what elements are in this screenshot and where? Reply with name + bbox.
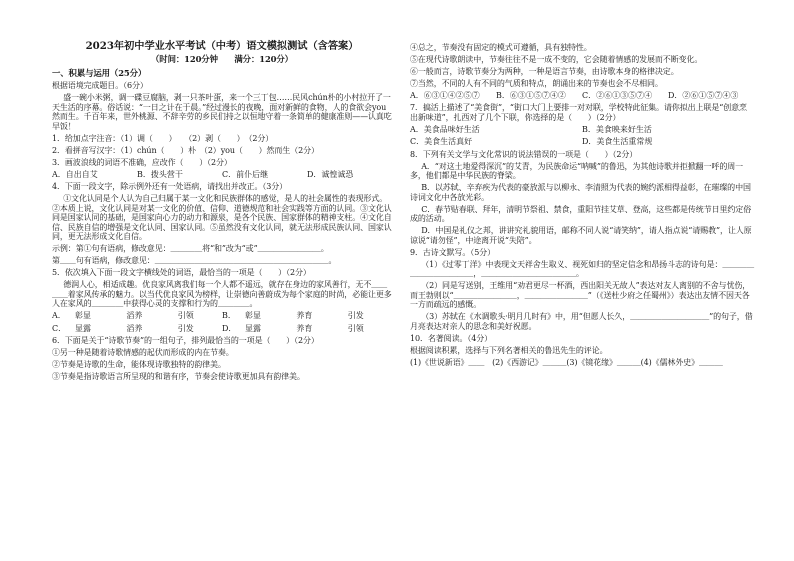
text-line: A．“对这土地爱得深沉”的艾青，为民族命运“呐喊”的鲁迅，为其他诗歌并拒掀翻一呼的周一多，他们都是中华民族的脊梁。	[410, 161, 744, 180]
option-word: 彰显	[75, 311, 92, 320]
text-line: （1）《过零丁洋》中表现文天祥舍生取义、视死如归的坚定信念和昂扬斗志的诗句是：＿＿＿＿＿＿＿＿＿＿＿＿，＿＿＿＿＿＿＿＿＿＿＿＿。	[410, 259, 754, 278]
right-column	[410, 40, 754, 367]
text-line: 5．依次填入下面一段文字横线处的词语，最恰当的一项是（ ）（2分）	[52, 268, 311, 277]
text-line: 10．名著阅读。（4分）	[410, 333, 493, 343]
option-item: B．美食映来好生活	[582, 124, 652, 134]
text-line: ①文化认同是个人认为自己归属于某一文化和民族群体的感觉，是人的社会属性的表现形式。②本质上说，文化认同是对某一文化的价值、信仰、道德规范和社会实践等方面的认同。③文化认同是国家认同的基础，是国家向心力的动力和源泉，是各个民族、国家群体的精神支柱。④文化自信、民族自信的增强是文化认同、国家认同。⑤虽然没有文化认同，就无法形成民族认同、国家认同，更无法形成文化自信。	[52, 194, 392, 241]
option-word: 滔养	[126, 311, 143, 320]
text-line: （3）苏轼在《水调歌头·明月几时有》中，用“但愿人长久，＿＿＿＿＿＿＿＿＿＿”的句子，借月亮表达对亲人的思念和美好祝愿。	[410, 312, 753, 331]
text-line: 盛一碗小米粥，调一碟豆腐脑，剥一只茶叶蛋，来一个三丁包……民风chún朴的小村拉开了一天生活的序幕。俗话说：“一日之计在于晨。”经过漫长的夜晚，面对新鲜的食物，人的食欲会you然而生。千百年来，世外桃源、不辞辛劳的乡民们持之以恒地守着一条简单的健康准则——认真吃早饭！	[52, 93, 392, 131]
text-line: (1)《世说新语》＿＿ (2)《西游记》＿＿＿(3)《镜花缘》＿＿＿(4)《儒林外史》＿＿＿	[410, 357, 723, 367]
text-line: ⑥一般而言，诗歌节奏分为两种，一种是语言节奏，由诗歌本身的格律决定。	[410, 66, 679, 76]
option-item: A．⑥③①④②⑤⑦	[410, 90, 480, 100]
text-line: 9．古诗文默写。（5分）	[410, 247, 495, 257]
option-word: D．	[222, 323, 237, 333]
option-row	[52, 311, 392, 321]
text-line: （2）同是写送别，王维用“劝君更尽一杯酒，西出阳关无故人”表达对友人离别的不舍与忧伤，而王勃则以“＿＿＿＿＿＿＿＿，＿＿＿＿＿＿＿＿”（《送杜少府之任蜀州》）表达出友情不因天各一方而疏远的感慨。	[410, 281, 751, 309]
text-line: C．春节贴春联、拜年，清明节祭祖、禁食，重阳节挂艾草、登高，这些都是传统节日里约定俗成的活动。	[410, 204, 752, 223]
left-column	[52, 40, 392, 382]
text-line: 根据阅读积累，选择与下列名著相关的鲁迅先生的评论。	[410, 345, 608, 355]
option-item: D．美食生活重常规	[582, 137, 653, 146]
section-heading: 一、积累与运用（25分）	[52, 68, 147, 78]
text-line: 德润人心，相适成趣。优良家风离我们每一个人都不遥远，就存在身边的家风善行，无不＿＿＿＿着家风传承的魅力。以当代优良家风为榜样，让崇德向善蔚成为每个家庭的时尚，必能让更多人在家风的＿＿＿＿中获得心灵的支撑和行为的＿＿＿＿。	[52, 280, 392, 308]
option-word: B．	[222, 311, 236, 320]
option-item: D．诚惶诚恐	[307, 169, 354, 179]
option-word: 彰显	[245, 311, 262, 320]
text-line: ⑤在现代诗歌朗读中，节奏往往不是一成不变的，它会随着情感的发展而不断变化。	[410, 54, 703, 64]
option-item: B．⑥③①⑤⑦④②	[496, 90, 566, 100]
option-word: 引发	[347, 311, 364, 320]
text-line: （时间：120分钟 满分：120分）	[151, 54, 293, 64]
option-word: 滔养	[126, 323, 143, 333]
option-row	[410, 125, 754, 135]
text-line: ②节奏是诗歌的生命，能体现诗歌独特的韵律美。	[52, 360, 226, 369]
text-line: ⑦当然，不同的人有不同的气质和特点，朗诵出来的节奏也会不尽相同。	[410, 78, 663, 88]
page-title: 2023年初中学业水平考试（中考）语文模拟测试（含答案）	[85, 40, 359, 52]
text-line: 1．给加点字注音：（1）调（ ） （2）剥（ ） （2分）	[52, 133, 274, 143]
text-line: ④总之，节奏没有固定的模式可遵循，具有独特性。	[410, 42, 592, 52]
option-word: 引发	[177, 323, 194, 333]
option-word: A．	[52, 311, 66, 320]
text-line: ①另一种是随着诗歌情感的起伏而形成的内在节奏。	[52, 348, 234, 357]
text-line: 7．搞活上描述了“美食街”，“街口大门上要排一对对联，学校特此征集。请你拟出上联是“创意烹出新味道”，扎西对了几个下联，你选择的是（ ）（2分）	[410, 103, 747, 122]
option-item: C．前仆后继	[222, 169, 269, 179]
option-item: D．②⑥①⑤⑦④③	[668, 90, 739, 100]
text-line: 8．下列有关文学与文化常识的说法错误的一项是（ ）（2分）	[410, 149, 638, 159]
option-word: C．	[52, 323, 67, 333]
text-line: 6．下面是关于“诗歌节奏”的一组句子，排列最恰当的一项是（ ）（2分）	[52, 336, 319, 345]
text-line: 第＿＿句有语病，修改意见：＿＿＿＿＿＿＿＿＿＿＿＿＿＿＿＿＿＿＿＿＿＿。	[52, 256, 337, 265]
option-word: 引领	[347, 323, 364, 333]
option-item: C．美食生活真好	[410, 137, 473, 146]
question-text: 3．画波浪线的词语不准确，应改作（ ）（2分）	[52, 157, 232, 167]
option-word: 养育	[296, 311, 313, 320]
option-item: C．②⑥①③⑤⑦④	[582, 90, 653, 100]
text-line: ③节奏是指诗歌语言所呈现的和谐有序，节奏会使诗歌更加具有韵律美。	[52, 372, 305, 381]
text-line: 4．下面一段文字，除示例外还有一处语病，请找出并改正。（3分）	[52, 182, 288, 191]
option-item: B．拨头营干	[137, 169, 183, 179]
text-line: 2．看拼音写汉字：（1）chún（ ）朴 （2）you（ ）然而生（2分）	[52, 145, 319, 155]
text-line: B．以苏轼、辛弃疾为代表的豪放派与以柳永、李清照为代表的婉约派相得益彰，在璀璨的中国诗词文化中各放光彩。	[410, 183, 751, 202]
text-line: 示例：第①句有语病，修改意见：＿＿＿＿将“和”改为“或”＿＿＿＿＿＿＿＿。	[52, 244, 329, 253]
option-word: 显露	[245, 323, 262, 333]
option-item: A．自出自艾	[52, 169, 98, 179]
option-row	[52, 170, 392, 180]
option-word: 显露	[75, 323, 92, 333]
text-line: 根据语境完成题目。（6分）	[52, 81, 148, 90]
text-line: D．中国是礼仪之邦，讲讲究礼貌用语，邮称不同人说“请笑纳”，请人指点说“请赐教”，让人原谅说“请勿怪”，中途离开说“失陪”。	[410, 226, 752, 245]
option-row	[410, 91, 754, 101]
option-word: 引领	[177, 311, 194, 320]
option-item: A．美食品味好生活	[410, 124, 480, 134]
option-word: 养育	[296, 323, 313, 333]
option-row	[52, 324, 392, 334]
option-row	[410, 137, 754, 147]
